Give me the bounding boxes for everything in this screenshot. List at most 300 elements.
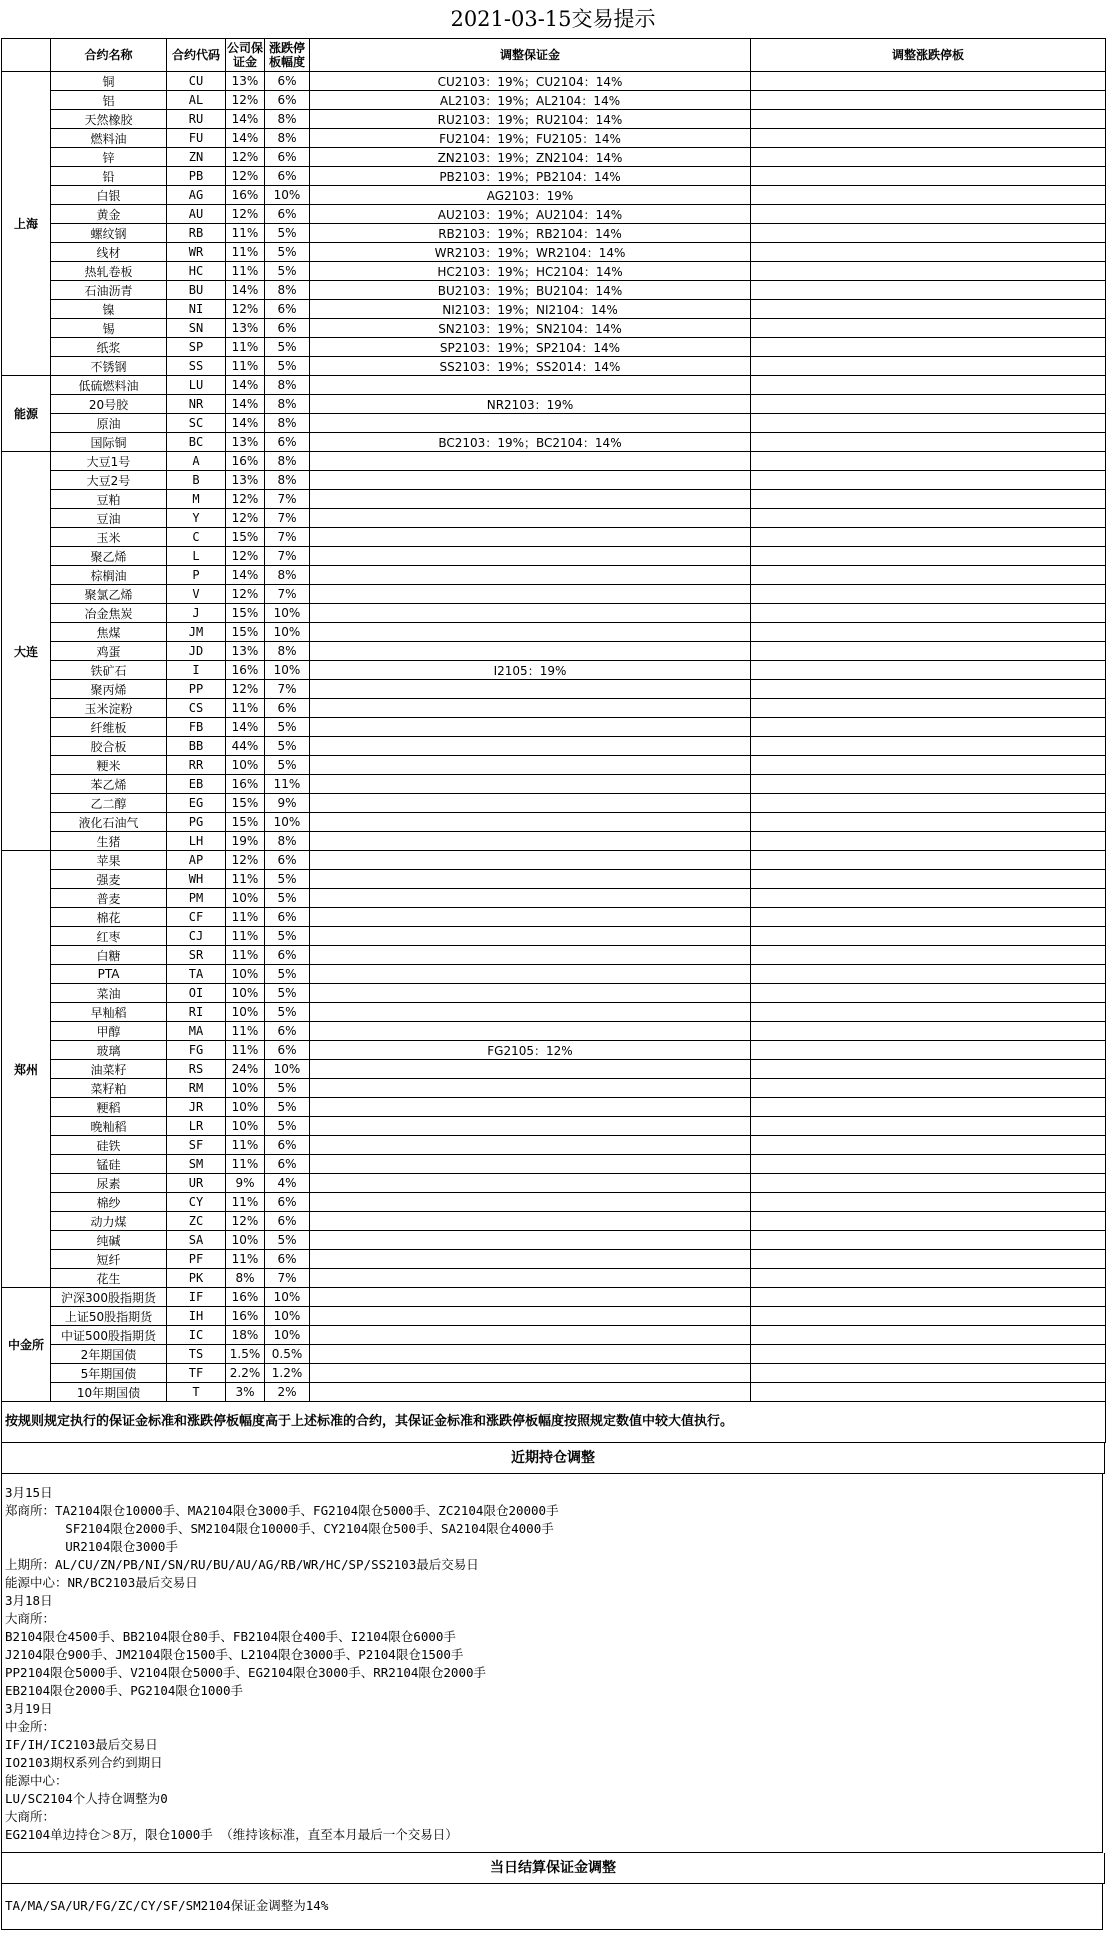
cell-adjusted-margin xyxy=(310,1098,751,1117)
cell-adjusted-margin: BC2103：19%；BC2104：14% xyxy=(310,433,751,452)
cell-adjusted-margin xyxy=(310,927,751,946)
cell-adjusted-margin: AG2103：19% xyxy=(310,186,751,205)
cell-limit-range: 8% xyxy=(265,471,310,490)
cell-contract-name: 早籼稻 xyxy=(51,1003,167,1022)
cell-contract-name: 铁矿石 xyxy=(51,661,167,680)
cell-company-margin: 19% xyxy=(226,832,265,851)
cell-adjusted-limit xyxy=(751,205,1106,224)
cell-adjusted-limit xyxy=(751,1364,1106,1383)
cell-adjusted-margin xyxy=(310,737,751,756)
table-row xyxy=(2,243,1106,262)
cell-company-margin: 44% xyxy=(226,737,265,756)
position-line: B2104限仓4500手、BB2104限仓80手、FB2104限仓400手、I2104限仓6000手 xyxy=(5,1629,456,1644)
cell-contract-name: 纸浆 xyxy=(51,338,167,357)
table-row xyxy=(2,319,1106,338)
cell-adjusted-margin: ZN2103：19%；ZN2104：14% xyxy=(310,148,751,167)
rule-note: 按规则规定执行的保证金标准和涨跌停板幅度高于上述标准的合约，其保证金标准和涨跌停板幅度按照规定数值中较大值执行。 xyxy=(1,1402,1106,1443)
cell-company-margin: 16% xyxy=(226,1307,265,1326)
cell-adjusted-margin xyxy=(310,1174,751,1193)
cell-contract-name: 2年期国债 xyxy=(51,1345,167,1364)
cell-adjusted-limit xyxy=(751,889,1106,908)
cell-limit-range: 6% xyxy=(265,1136,310,1155)
cell-contract-name: 黄金 xyxy=(51,205,167,224)
cell-limit-range: 6% xyxy=(265,1041,310,1060)
cell-company-margin: 12% xyxy=(226,680,265,699)
table-row xyxy=(2,490,1106,509)
cell-contract-name: 大豆1号 xyxy=(51,452,167,471)
cell-contract-name: 沪深300股指期货 xyxy=(51,1288,167,1307)
table-row xyxy=(2,148,1106,167)
cell-company-margin: 16% xyxy=(226,1288,265,1307)
cell-adjusted-margin: SS2103：19%；SS2014：14% xyxy=(310,357,751,376)
cell-company-margin: 10% xyxy=(226,1079,265,1098)
cell-contract-name: 粳稻 xyxy=(51,1098,167,1117)
cell-limit-range: 6% xyxy=(265,167,310,186)
cell-contract-name: 乙二醇 xyxy=(51,794,167,813)
cell-adjusted-margin xyxy=(310,1117,751,1136)
cell-limit-range: 1.2% xyxy=(265,1364,310,1383)
cell-contract-code: BB xyxy=(167,737,226,756)
cell-limit-range: 5% xyxy=(265,756,310,775)
cell-adjusted-margin xyxy=(310,1307,751,1326)
cell-contract-code: CF xyxy=(167,908,226,927)
cell-contract-code: L xyxy=(167,547,226,566)
cell-adjusted-limit xyxy=(751,623,1106,642)
cell-company-margin: 12% xyxy=(226,300,265,319)
cell-contract-name: 棉纱 xyxy=(51,1193,167,1212)
cell-adjusted-limit xyxy=(751,1250,1106,1269)
cell-adjusted-limit xyxy=(751,452,1106,471)
cell-contract-name: 油菜籽 xyxy=(51,1060,167,1079)
table-row xyxy=(2,1231,1106,1250)
cell-company-margin: 16% xyxy=(226,452,265,471)
cell-adjusted-margin xyxy=(310,794,751,813)
cell-limit-range: 7% xyxy=(265,547,310,566)
cell-contract-name: 晚籼稻 xyxy=(51,1117,167,1136)
cell-limit-range: 5% xyxy=(265,1117,310,1136)
table-row xyxy=(2,547,1106,566)
cell-limit-range: 5% xyxy=(265,1079,310,1098)
table-row xyxy=(2,585,1106,604)
cell-contract-name: 线材 xyxy=(51,243,167,262)
cell-company-margin: 12% xyxy=(226,547,265,566)
cell-adjusted-limit xyxy=(751,1136,1106,1155)
cell-contract-name: 上证50股指期货 xyxy=(51,1307,167,1326)
position-line: SF2104限仓2000手、SM2104限仓10000手、CY2104限仓500手、SA2104限仓4000手 xyxy=(5,1521,554,1536)
table-row xyxy=(2,376,1106,395)
cell-contract-name: 普麦 xyxy=(51,889,167,908)
cell-limit-range: 10% xyxy=(265,661,310,680)
header-company-margin: 公司保证金 xyxy=(226,39,265,72)
cell-company-margin: 8% xyxy=(226,1269,265,1288)
header-contract-code: 合约代码 xyxy=(167,39,226,72)
cell-adjusted-limit xyxy=(751,680,1106,699)
cell-contract-code: MA xyxy=(167,1022,226,1041)
table-row xyxy=(2,623,1106,642)
cell-adjusted-margin xyxy=(310,1079,751,1098)
cell-limit-range: 10% xyxy=(265,1288,310,1307)
cell-adjusted-limit xyxy=(751,851,1106,870)
cell-contract-name: 玉米 xyxy=(51,528,167,547)
cell-contract-code: LR xyxy=(167,1117,226,1136)
position-line: UR2104限仓3000手 xyxy=(5,1539,178,1554)
cell-limit-range: 5% xyxy=(265,984,310,1003)
cell-contract-code: ZC xyxy=(167,1212,226,1231)
table-row xyxy=(2,471,1106,490)
settlement-section-title: 当日结算保证金调整 xyxy=(1,1853,1105,1884)
cell-company-margin: 12% xyxy=(226,585,265,604)
cell-company-margin: 12% xyxy=(226,851,265,870)
cell-contract-name: 铅 xyxy=(51,167,167,186)
header-adjusted-margin: 调整保证金 xyxy=(310,39,751,72)
table-row xyxy=(2,642,1106,661)
cell-limit-range: 6% xyxy=(265,1250,310,1269)
position-line: IO2103期权系列合约到期日 xyxy=(5,1755,163,1770)
cell-contract-code: PP xyxy=(167,680,226,699)
cell-adjusted-limit xyxy=(751,148,1106,167)
cell-adjusted-limit xyxy=(751,1060,1106,1079)
cell-company-margin: 11% xyxy=(226,1136,265,1155)
table-row xyxy=(2,756,1106,775)
cell-limit-range: 9% xyxy=(265,794,310,813)
position-line: LU/SC2104个人持仓调整为0 xyxy=(5,1791,168,1806)
cell-company-margin: 12% xyxy=(226,148,265,167)
cell-contract-code: AL xyxy=(167,91,226,110)
cell-contract-code: P xyxy=(167,566,226,585)
cell-contract-name: 苯乙烯 xyxy=(51,775,167,794)
cell-company-margin: 16% xyxy=(226,661,265,680)
cell-limit-range: 5% xyxy=(265,338,310,357)
cell-company-margin: 12% xyxy=(226,167,265,186)
cell-adjusted-margin xyxy=(310,718,751,737)
cell-contract-code: SN xyxy=(167,319,226,338)
cell-contract-name: 甲醇 xyxy=(51,1022,167,1041)
cell-company-margin: 18% xyxy=(226,1326,265,1345)
cell-adjusted-limit xyxy=(751,1022,1106,1041)
cell-contract-code: PM xyxy=(167,889,226,908)
cell-adjusted-margin xyxy=(310,1269,751,1288)
table-row xyxy=(2,72,1106,91)
cell-adjusted-limit xyxy=(751,984,1106,1003)
cell-contract-name: 生猪 xyxy=(51,832,167,851)
cell-contract-name: PTA xyxy=(51,965,167,984)
cell-company-margin: 10% xyxy=(226,1117,265,1136)
cell-company-margin: 11% xyxy=(226,870,265,889)
table-row xyxy=(2,110,1106,129)
cell-company-margin: 12% xyxy=(226,1212,265,1231)
table-row xyxy=(2,1307,1106,1326)
table-row xyxy=(2,1345,1106,1364)
region-label: 能源 xyxy=(2,376,51,452)
table-row xyxy=(2,680,1106,699)
cell-limit-range: 6% xyxy=(265,851,310,870)
table-row xyxy=(2,1250,1106,1269)
cell-adjusted-margin: FG2105：12% xyxy=(310,1041,751,1060)
table-row xyxy=(2,509,1106,528)
cell-company-margin: 11% xyxy=(226,699,265,718)
position-line: 能源中心：NR/BC2103最后交易日 xyxy=(5,1575,198,1590)
cell-adjusted-margin: FU2104：19%；FU2105：14% xyxy=(310,129,751,148)
cell-company-margin: 14% xyxy=(226,281,265,300)
cell-limit-range: 6% xyxy=(265,1193,310,1212)
cell-contract-name: 国际铜 xyxy=(51,433,167,452)
cell-contract-name: 鸡蛋 xyxy=(51,642,167,661)
cell-contract-code: IC xyxy=(167,1326,226,1345)
cell-limit-range: 6% xyxy=(265,433,310,452)
position-line: J2104限仓900手、JM2104限仓1500手、L2104限仓3000手、P2104限仓1500手 xyxy=(5,1647,464,1662)
cell-adjusted-margin xyxy=(310,1345,751,1364)
cell-company-margin: 10% xyxy=(226,889,265,908)
cell-adjusted-limit xyxy=(751,1117,1106,1136)
cell-contract-code: JR xyxy=(167,1098,226,1117)
cell-contract-code: PG xyxy=(167,813,226,832)
table-row xyxy=(2,395,1106,414)
cell-adjusted-margin xyxy=(310,490,751,509)
cell-contract-code: FU xyxy=(167,129,226,148)
cell-contract-code: UR xyxy=(167,1174,226,1193)
cell-limit-range: 10% xyxy=(265,1326,310,1345)
cell-company-margin: 1.5% xyxy=(226,1345,265,1364)
cell-contract-code: BC xyxy=(167,433,226,452)
cell-company-margin: 11% xyxy=(226,908,265,927)
cell-company-margin: 11% xyxy=(226,1193,265,1212)
cell-adjusted-limit xyxy=(751,186,1106,205)
cell-company-margin: 11% xyxy=(226,1022,265,1041)
cell-adjusted-limit xyxy=(751,1079,1106,1098)
cell-contract-name: 短纤 xyxy=(51,1250,167,1269)
cell-contract-name: 天然橡胶 xyxy=(51,110,167,129)
cell-contract-name: 液化石油气 xyxy=(51,813,167,832)
cell-adjusted-limit xyxy=(751,1041,1106,1060)
cell-contract-name: 棕榈油 xyxy=(51,566,167,585)
cell-adjusted-margin xyxy=(310,1022,751,1041)
cell-contract-code: LH xyxy=(167,832,226,851)
cell-adjusted-limit xyxy=(751,300,1106,319)
cell-contract-code: PB xyxy=(167,167,226,186)
cell-contract-code: SF xyxy=(167,1136,226,1155)
cell-adjusted-limit xyxy=(751,1269,1106,1288)
cell-limit-range: 5% xyxy=(265,965,310,984)
cell-company-margin: 12% xyxy=(226,91,265,110)
cell-adjusted-margin xyxy=(310,566,751,585)
cell-contract-code: HC xyxy=(167,262,226,281)
cell-limit-range: 8% xyxy=(265,414,310,433)
table-row xyxy=(2,965,1106,984)
table-row xyxy=(2,1136,1106,1155)
cell-company-margin: 14% xyxy=(226,376,265,395)
table-row xyxy=(2,794,1106,813)
table-row xyxy=(2,414,1106,433)
table-row xyxy=(2,1269,1106,1288)
cell-adjusted-limit xyxy=(751,167,1106,186)
cell-company-margin: 13% xyxy=(226,319,265,338)
table-row xyxy=(2,1364,1106,1383)
cell-limit-range: 6% xyxy=(265,908,310,927)
cell-company-margin: 13% xyxy=(226,72,265,91)
cell-contract-name: 原油 xyxy=(51,414,167,433)
cell-contract-code: TF xyxy=(167,1364,226,1383)
cell-adjusted-margin xyxy=(310,775,751,794)
cell-contract-code: B xyxy=(167,471,226,490)
header-adjusted-limit: 调整涨跌停板 xyxy=(751,39,1106,72)
cell-adjusted-margin xyxy=(310,832,751,851)
cell-adjusted-limit xyxy=(751,243,1106,262)
cell-company-margin: 11% xyxy=(226,338,265,357)
cell-limit-range: 6% xyxy=(265,1022,310,1041)
table-row xyxy=(2,300,1106,319)
cell-adjusted-margin: AU2103：19%；AU2104：14% xyxy=(310,205,751,224)
cell-adjusted-margin xyxy=(310,471,751,490)
cell-adjusted-margin: WR2103：19%；WR2104：14% xyxy=(310,243,751,262)
position-line: EB2104限仓2000手、PG2104限仓1000手 xyxy=(5,1683,244,1698)
cell-company-margin: 15% xyxy=(226,528,265,547)
cell-adjusted-margin xyxy=(310,946,751,965)
cell-adjusted-margin xyxy=(310,414,751,433)
cell-company-margin: 10% xyxy=(226,1231,265,1250)
cell-limit-range: 6% xyxy=(265,205,310,224)
cell-contract-code: SA xyxy=(167,1231,226,1250)
table-row xyxy=(2,1079,1106,1098)
cell-adjusted-limit xyxy=(751,566,1106,585)
cell-contract-name: 锡 xyxy=(51,319,167,338)
cell-contract-code: CU xyxy=(167,72,226,91)
cell-adjusted-limit xyxy=(751,642,1106,661)
cell-adjusted-limit xyxy=(751,813,1106,832)
cell-adjusted-limit xyxy=(751,1383,1106,1402)
cell-company-margin: 14% xyxy=(226,718,265,737)
cell-company-margin: 11% xyxy=(226,1155,265,1174)
cell-limit-range: 0.5% xyxy=(265,1345,310,1364)
cell-contract-name: 10年期国债 xyxy=(51,1383,167,1402)
table-row xyxy=(2,357,1106,376)
table-row xyxy=(2,91,1106,110)
position-line: 中金所： xyxy=(5,1719,56,1734)
cell-contract-name: 20号胶 xyxy=(51,395,167,414)
position-line: 郑商所：TA2104限仓10000手、MA2104限仓3000手、FG2104限仓5000手、ZC2104限仓20000手 xyxy=(5,1503,559,1518)
cell-adjusted-limit xyxy=(751,319,1106,338)
cell-contract-name: 热轧卷板 xyxy=(51,262,167,281)
cell-company-margin: 11% xyxy=(226,224,265,243)
cell-limit-range: 10% xyxy=(265,1307,310,1326)
cell-contract-code: EG xyxy=(167,794,226,813)
cell-adjusted-margin: RB2103：19%；RB2104：14% xyxy=(310,224,751,243)
cell-company-margin: 14% xyxy=(226,395,265,414)
table-row xyxy=(2,661,1106,680)
cell-contract-name: 镍 xyxy=(51,300,167,319)
cell-adjusted-limit xyxy=(751,1174,1106,1193)
cell-contract-code: RR xyxy=(167,756,226,775)
table-row xyxy=(2,1212,1106,1231)
cell-contract-code: IF xyxy=(167,1288,226,1307)
table-row xyxy=(2,262,1106,281)
cell-limit-range: 5% xyxy=(265,889,310,908)
cell-adjusted-margin xyxy=(310,1060,751,1079)
header-region xyxy=(2,39,51,72)
cell-contract-name: 铝 xyxy=(51,91,167,110)
cell-limit-range: 8% xyxy=(265,566,310,585)
cell-contract-name: 燃料油 xyxy=(51,129,167,148)
cell-company-margin: 15% xyxy=(226,813,265,832)
cell-contract-code: JD xyxy=(167,642,226,661)
cell-adjusted-limit xyxy=(751,471,1106,490)
cell-adjusted-limit xyxy=(751,338,1106,357)
cell-contract-code: CY xyxy=(167,1193,226,1212)
cell-limit-range: 5% xyxy=(265,718,310,737)
position-line: 3月18日 xyxy=(5,1593,53,1608)
table-row xyxy=(2,452,1106,471)
cell-contract-code: BU xyxy=(167,281,226,300)
cell-contract-name: 纤维板 xyxy=(51,718,167,737)
table-row xyxy=(2,908,1106,927)
cell-contract-code: CJ xyxy=(167,927,226,946)
cell-adjusted-margin xyxy=(310,604,751,623)
cell-contract-code: JM xyxy=(167,623,226,642)
cell-limit-range: 10% xyxy=(265,623,310,642)
cell-limit-range: 6% xyxy=(265,319,310,338)
cell-company-margin: 24% xyxy=(226,1060,265,1079)
cell-adjusted-margin xyxy=(310,756,751,775)
cell-company-margin: 14% xyxy=(226,129,265,148)
cell-limit-range: 5% xyxy=(265,224,310,243)
cell-company-margin: 2.2% xyxy=(226,1364,265,1383)
margin-table xyxy=(1,38,1106,1402)
cell-contract-name: 锌 xyxy=(51,148,167,167)
cell-limit-range: 5% xyxy=(265,357,310,376)
table-row xyxy=(2,224,1106,243)
cell-adjusted-limit xyxy=(751,946,1106,965)
cell-contract-code: M xyxy=(167,490,226,509)
cell-contract-code: SM xyxy=(167,1155,226,1174)
cell-adjusted-limit xyxy=(751,965,1106,984)
cell-limit-range: 5% xyxy=(265,1098,310,1117)
table-row xyxy=(2,129,1106,148)
cell-limit-range: 8% xyxy=(265,395,310,414)
cell-contract-code: PK xyxy=(167,1269,226,1288)
position-line: EG2104单边持仓＞8万，限仓1000手 （维持该标准，直至本月最后一个交易日） xyxy=(5,1827,458,1842)
cell-company-margin: 10% xyxy=(226,1098,265,1117)
cell-adjusted-limit xyxy=(751,1193,1106,1212)
table-row xyxy=(2,604,1106,623)
cell-company-margin: 13% xyxy=(226,471,265,490)
cell-contract-code: AG xyxy=(167,186,226,205)
cell-adjusted-limit xyxy=(751,224,1106,243)
cell-contract-code: Y xyxy=(167,509,226,528)
cell-company-margin: 12% xyxy=(226,490,265,509)
cell-adjusted-margin xyxy=(310,585,751,604)
cell-contract-code: V xyxy=(167,585,226,604)
table-row xyxy=(2,566,1106,585)
table-row xyxy=(2,1117,1106,1136)
cell-adjusted-limit xyxy=(751,1326,1106,1345)
cell-company-margin: 11% xyxy=(226,1041,265,1060)
cell-limit-range: 6% xyxy=(265,946,310,965)
cell-adjusted-limit xyxy=(751,72,1106,91)
cell-adjusted-margin xyxy=(310,1212,751,1231)
cell-limit-range: 11% xyxy=(265,775,310,794)
cell-contract-code: FB xyxy=(167,718,226,737)
table-row xyxy=(2,813,1106,832)
cell-limit-range: 10% xyxy=(265,813,310,832)
position-line: 3月19日 xyxy=(5,1701,53,1716)
cell-company-margin: 10% xyxy=(226,984,265,1003)
cell-limit-range: 8% xyxy=(265,452,310,471)
cell-adjusted-limit xyxy=(751,357,1106,376)
position-line: 大商所： xyxy=(5,1611,56,1626)
cell-limit-range: 5% xyxy=(265,870,310,889)
table-header-row xyxy=(2,39,1106,72)
cell-contract-code: AP xyxy=(167,851,226,870)
table-row xyxy=(2,984,1106,1003)
